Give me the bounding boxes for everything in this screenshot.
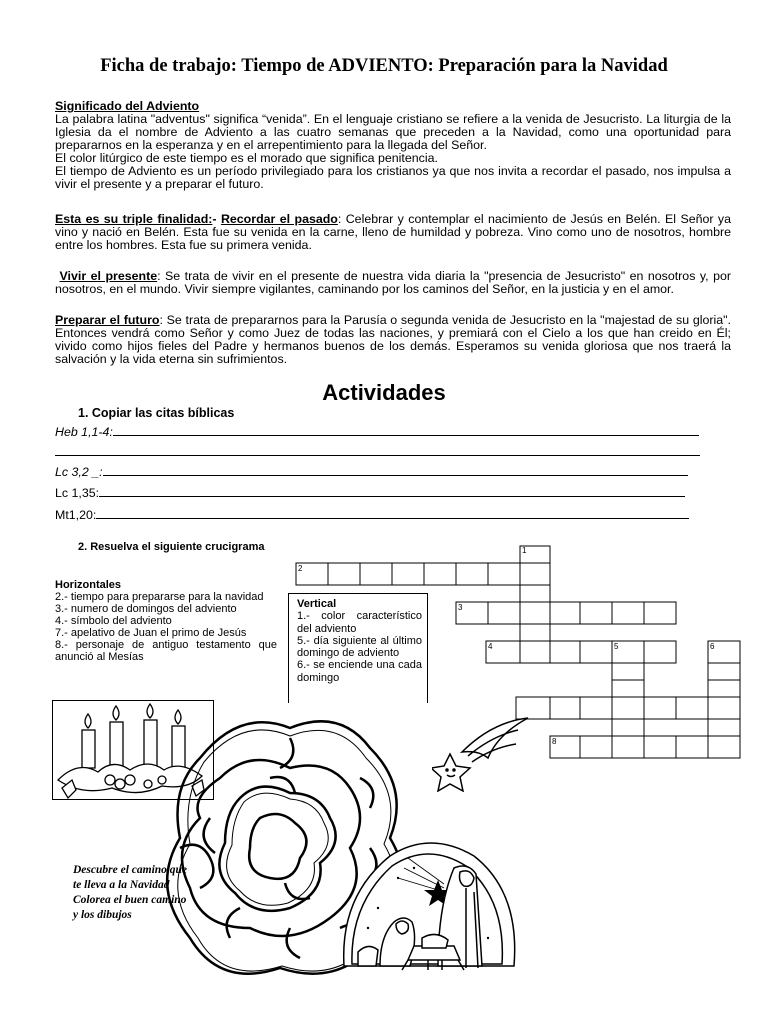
cita-label: Lc 1,35: — [55, 486, 100, 500]
presente-text: : Se trata de vivir en el presente de nuestra vida diaria la "presencia de Jesucristo" en nosotros y, por nosotros, en el mundo. Vivir siempre vigilantes, caminando por los caminos del Señor, en la justicia y en el amor. — [55, 269, 731, 296]
significado-p3: El tiempo de Adviento es un período privilegiado para los cristianos ya que nos invita a recordar el pasado, nos impulsa a vivir el presente y a preparar el futuro. — [55, 164, 731, 191]
page-title: Ficha de trabajo: Tiempo de ADVIENTO: Preparación para la Navidad — [100, 56, 668, 76]
cw-num-1: 1 — [522, 546, 527, 555]
answer-line[interactable] — [99, 486, 685, 497]
cw-num-2: 2 — [298, 564, 303, 573]
nativity-scene-icon — [338, 828, 518, 980]
clue-h7: 7.- apelativo de Juan el primo de Jesús — [55, 627, 247, 639]
answer-line[interactable] — [113, 425, 699, 436]
cita-mt120 — [55, 508, 689, 522]
significado-p1: La palabra latina "adventus" significa “venida”. En el lenguaje cristiano se refiere a la venida de Jesucristo. La liturgia de la Iglesia da el nombre de Adviento a las cuatro semanas que preceden a la Navidad, como una oportunidad para prepararnos en la esperanza y en el arrepentimiento para la llegada del Señor. — [55, 112, 731, 152]
clue-h8: 8.- personaje de antiguo testamento que anunció al Mesías — [55, 639, 277, 663]
significado-section — [55, 100, 731, 191]
horizontales-title: Horizontales — [55, 579, 122, 591]
cw-num-6: 6 — [710, 642, 715, 651]
clue-h3: 3.- numero de domingos del adviento — [55, 603, 237, 615]
significado-heading: Significado del Adviento — [55, 99, 200, 113]
vertical-clues-box — [288, 593, 428, 703]
significado-p2: El color litúrgico de este tiempo es el morado que significa penitencia. — [55, 151, 438, 165]
answer-line[interactable] — [103, 465, 688, 476]
finalidad-sub: Recordar el pasado — [220, 212, 338, 226]
futuro-section — [55, 314, 731, 366]
presente-heading: Vivir el presente — [59, 269, 158, 283]
answer-line[interactable] — [55, 445, 700, 456]
vertical-title: Vertical — [297, 598, 337, 610]
actividades-title: Actividades — [322, 380, 446, 405]
clue-v6: 6.- se enciende una cada domingo — [297, 659, 422, 684]
cita-label: Heb 1,1-4: — [55, 425, 113, 439]
cw-num-3: 3 — [458, 603, 463, 612]
maze-caption — [73, 863, 193, 923]
clue-h4: 4.- símbolo del adviento — [55, 615, 172, 627]
cita-label: Lc 3,2 _: — [55, 465, 103, 479]
maze-caption-2: Colorea el buen camino y los dibujos — [73, 894, 187, 921]
horizontales-clues — [55, 579, 277, 663]
finalidad-section — [55, 213, 731, 252]
clue-v1: 1.- color característico del adviento — [297, 610, 422, 635]
futuro-text: : Se trata de prepararnos para la Parusía o segunda venida de Jesucristo en la "majestad de su gloria". Entonces vendrá como Señor y como Juez de todas las naciones, y premiará con el Cielo a los que han creido en Él; vivido como hijos fieles del Padre y hermanos buenos de los demás. Esperamos su venida gloriosa que nos traerá la salvación y la vida eterna sin sufrimientos. — [55, 313, 731, 366]
clue-v5: 5.- día siguiente al último domingo de adviento — [297, 634, 422, 660]
cita-lc135 — [55, 486, 685, 500]
finalidad-text: : Celebrar y contemplar el nacimiento de Jesús en Belén. El Señor ya vino y nació en Belén. Esta fue su venida en la carne, lleno de humildad y pobreza. Vino como uno de nosotros, hombre entre los hombres. Esta fue su primera venida. — [55, 212, 731, 252]
cw-num-8: 8 — [552, 737, 557, 746]
cita-label: Mt1,20: — [55, 508, 97, 522]
cw-num-5: 5 — [614, 642, 619, 651]
futuro-heading: Preparar el futuro — [55, 313, 160, 327]
maze-caption-1: Descubre el camino que te lleva a la Navidad — [73, 864, 188, 891]
cita-lc32 — [55, 465, 688, 479]
question-1: 1. Copiar las citas bíblicas — [78, 406, 235, 420]
question-2: 2. Resuelva el siguiente crucigrama — [78, 541, 265, 553]
shooting-star-icon — [432, 712, 530, 792]
cw-num-4: 4 — [488, 642, 493, 651]
answer-line[interactable] — [96, 508, 689, 519]
cita-heb-cont — [55, 445, 700, 459]
clue-h2: 2.- tiempo para prepararse para la navidad — [55, 591, 264, 603]
finalidad-heading: Esta es su triple finalidad: — [55, 212, 213, 226]
finalidad-dash: - — [212, 212, 217, 226]
presente-section — [55, 270, 731, 296]
cita-heb — [55, 425, 699, 439]
